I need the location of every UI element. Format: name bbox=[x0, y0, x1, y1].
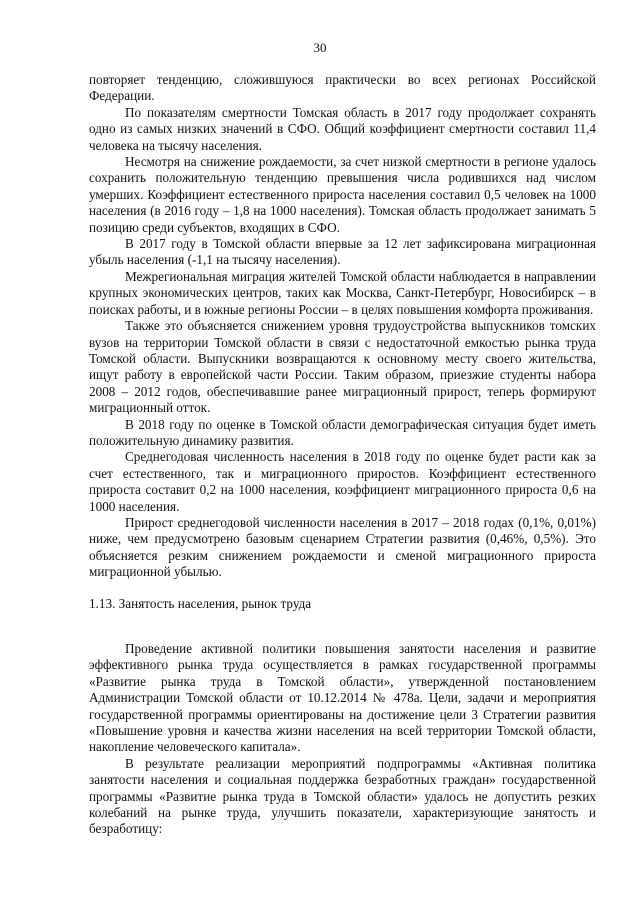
paragraph: В результате реализации мероприятий подпрограммы «Активная политика занятости населения и социальная поддержка безработных граждан» государственной программы «Развитие рынка труда в Томской области» удалось не допустить резких колебаний на рынке труда, улучшить показатели, характеризующие занятость и безработицу: bbox=[89, 755, 596, 837]
paragraph: В 2017 году в Томской области впервые за 12 лет зафиксирована миграционная убыль населения (-1,1 на тысячу населения). bbox=[89, 236, 596, 268]
paragraph: Несмотря на снижение рождаемости, за счет низкой смертности в регионе удалось сохранить положительную тенденцию превышения числа родившихся над числом умерших. Коэффициент естественного прироста населения составил 0,5 человек на 1000 населения (в 2016 году – 1,8 на 1000 населения). Томская область продолжает занимать 5 позицию среди субъектов, входящих в СФО. bbox=[89, 154, 596, 235]
section-heading: 1.13. Занятость населения, рынок труда bbox=[89, 595, 312, 611]
paragraph: Также это объясняется снижением уровня трудоустройства выпускников томских вузов на территории Томской области в связи с недостаточной емкостью рынка труда Томской области. Выпускники возвращаются к основному месту своего жительства, ищут работу в европейской части России. Таким образом, приезжие студенты набора 2008 – 2012 годов, обеспечивавшие ранее миграционный прирост, теперь формируют миграционный отток. bbox=[89, 318, 596, 416]
paragraph: повторяет тенденцию, сложившуюся практически во всех регионах Российской Федерации. bbox=[89, 72, 596, 104]
paragraph: Среднегодовая численность населения в 2018 году по оценке будет расти как за счет естественного, так и миграционного приростов. Коэффициент естественного прироста составит 0,2 на 1000 населения, коэффициент миграционного прироста 0,6 на 1000 населения. bbox=[89, 449, 596, 514]
page-number: 30 bbox=[313, 40, 327, 55]
paragraph: Межрегиональная миграция жителей Томской области наблюдается в направлении крупных экономических центров, таких как Москва, Санкт-Петербург, Новосибирск – в поисках работы, и в южные регионы России – в целях повышения комфорта проживания. bbox=[89, 268, 596, 317]
paragraph: Проведение активной политики повышения занятости населения и развитие эффективного рынка труда осуществляется в рамках государственной программы «Развитие рынка труда в Томской области», утвержденной постановлением Администрации Томской области от 10.12.2014 № 478а. Цели, задачи и мероприятия государственной программы ориентированы на достижение цели 3 Стратегии развития «Повышение уровня и качества жизни населения на всей территории Томской области, накопление человеческого капитала». bbox=[89, 641, 596, 755]
paragraph: По показателям смертности Томская область в 2017 году продолжает сохранять одно из самых низких значений в СФО. Общий коэффициент смертности составил 11,4 человека на тысячу населения. bbox=[89, 104, 596, 153]
paragraph: Прирост среднегодовой численности населения в 2017 – 2018 годах (0,1%, 0,01%) ниже, чем предусмотрено базовым сценарием Стратегии развития (0,46%, 0,5%). Это объясняется резким снижением рождаемости и сменой миграционного прироста миграционной убылью. bbox=[89, 514, 596, 580]
paragraph: В 2018 году по оценке в Томской области демографическая ситуация будет иметь положительную динамику развития. bbox=[89, 416, 596, 448]
body-text bbox=[89, 72, 596, 838]
